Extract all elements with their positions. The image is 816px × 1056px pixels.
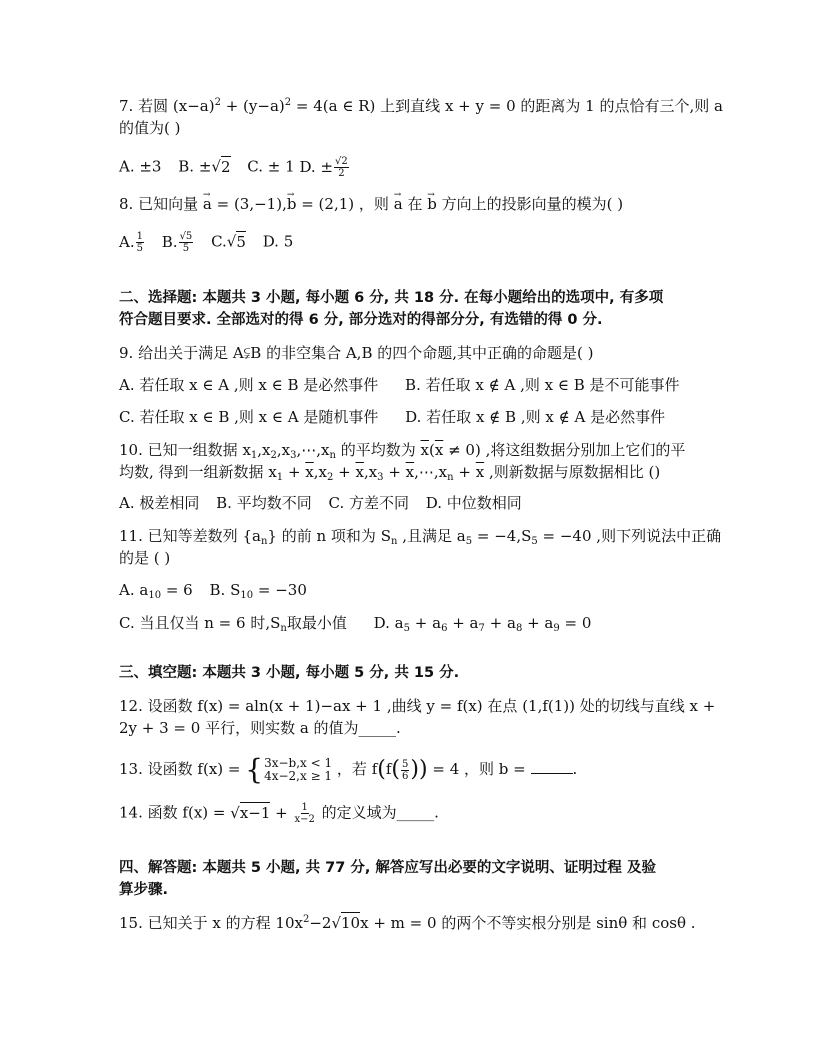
question-number: 14. xyxy=(119,803,143,822)
option-d: D. 中位数相同 xyxy=(425,494,522,512)
option-b: B. $\frac{√5}{5}$ xyxy=(161,231,193,254)
option-c: C. 若任取 x ∈ B ,则 x ∈ A 是随机事件 xyxy=(119,408,379,426)
question-12-line-2: 2y + 3 = 0 平行，则实数 a 的值为_____. xyxy=(119,719,401,737)
section-4-heading-line-2: 算步骤. xyxy=(119,882,169,898)
question-14: 14. 函数 f(x) = √x−1 + $\frac{1}{x-2}$ 的定义域为_____. xyxy=(119,802,439,825)
option-b: B. 平均数不同 xyxy=(216,494,312,512)
option-d: D. ± $\frac{√2}{2}$ xyxy=(299,156,348,179)
option-a: A. $\frac{1}{5}$ xyxy=(119,231,143,254)
section-3-heading: 三、填空题: 本题共 3 小题, 每小题 5 分, 共 15 分. xyxy=(119,665,460,681)
option-a: A. 若任取 x ∈ A ,则 x ∈ B 是必然事件 xyxy=(119,376,379,394)
question-13: 13. 设函数 f(x) = { 3x−b,x < 1 4x−2,x ≥ 1 ，若 f(f( $\frac{5}{6}$ )) = 4 ，则 b = . xyxy=(119,753,578,786)
option-c: C. 当且仅当 n = 6 时$,S_n$取最小值 xyxy=(119,614,347,634)
section-2-heading-line-2: 符合题目要求. 全部选对的得 6 分, 部分选对的得部分分, 有选错的得 0 分. xyxy=(119,312,603,328)
question-number: 12. xyxy=(119,697,143,715)
question-number: 8. xyxy=(119,195,134,213)
option-c: C.√5 xyxy=(211,232,246,251)
option-a: A. $a_{10} = 6$ xyxy=(119,581,193,601)
question-number: 9. xyxy=(119,344,134,362)
option-b: B. ±√2 xyxy=(178,157,231,176)
question-11-line-1: 11. 已知等差数列 $\{a_n\}$ 的前 n 项和为 $S_n$ ,且满足 $a_5 = -4,S_5 = -40$ ,则下列说法中正确 xyxy=(119,527,722,547)
question-11-options-ab xyxy=(119,580,307,600)
question-8-line-1: 8. 已知向量 → a = (3,−1),→ b = (2,1) ，则 → a 在 → b 方向上的投影向量的模为( ) xyxy=(119,194,623,214)
option-d: D. $a_5 + a_6 + a_7 + a_8 + a_9 = 0$ xyxy=(373,614,592,634)
option-d: D. 若任取 x ∉ B ,则 x ∉ A 是必然事件 xyxy=(405,408,666,426)
option-c: C. 方差不同 xyxy=(328,494,409,512)
question-number: 11. xyxy=(119,527,143,545)
option-a: A. ±3 xyxy=(119,157,162,176)
section-2-heading-line-1: 二、选择题: 本题共 3 小题, 每小题 6 分, 共 18 分. 在每小题给出的选项中, 有多项 xyxy=(119,290,664,306)
answer-blank[interactable] xyxy=(531,759,573,774)
question-12-line-1: 12. 设函数 f(x) = aln(x + 1)−ax + 1 ,曲线 y = f(x) 在点 (1,f(1)) 处的切线与直线 x + xyxy=(119,697,716,715)
option-d: D. 5 xyxy=(262,232,294,251)
question-7-line-1: 7. 若圆 $(x-a)^2 + (y-a)^2 = 4(a$ ∈ R) 上到直线 x + y = 0 的距离为 1 的点恰有三个,则 a xyxy=(119,97,723,115)
question-7-line-2: 的值为( ) xyxy=(119,119,181,137)
question-11-options-cd xyxy=(119,613,591,633)
question-10-line-2: 均数, 得到一组新数据 $x_1 + \overline{x},x_2 + \overline{x},x_3$ + $\overline{x},\cdots,x_n + \overline{x}$ ,则新数据与原数据相比 () xyxy=(119,463,661,483)
option-b: B. 若任取 x ∉ A ,则 x ∈ B 是不可能事件 xyxy=(405,376,680,394)
question-number: 10. xyxy=(119,441,143,459)
option-b: B. $S_{10} = -30$ xyxy=(209,581,307,601)
question-9-options-ab xyxy=(119,375,680,395)
question-number: 7. xyxy=(119,97,134,115)
piecewise-function: { 3x−b,x < 1 4x−2,x ≥ 1 xyxy=(245,753,333,786)
question-number: 13. xyxy=(119,760,143,778)
question-9-options-cd xyxy=(119,407,665,427)
question-11-line-2: 的是 ( ) xyxy=(119,549,171,567)
question-9-text: 9. 给出关于满足 A⫋B 的非空集合 A,B 的四个命题,其中正确的命题是( ) xyxy=(119,344,594,362)
question-8-options xyxy=(119,231,293,254)
option-c: C. ± 1 xyxy=(247,157,295,176)
option-a: A. 极差相同 xyxy=(119,494,200,512)
question-10-line-1: 10. 已知一组数据 $x_1,x_2,x_3,\cdots,x_n$ 的平均数为 $\overline{x}(\overline{x} \ne 0)$ ,将这组数据分别加上它们的平 xyxy=(119,441,686,461)
question-15: 15. 已知关于 x 的方程 $10x^2-2√10x + m = 0$ 的两个不等实根分别是 sinθ 和 cosθ . xyxy=(119,914,696,932)
question-10-options xyxy=(119,493,522,513)
question-number: 15. xyxy=(119,914,143,932)
section-4-heading-line-1: 四、解答题: 本题共 5 小题, 共 77 分, 解答应写出必要的文字说明、证明过程 及验 xyxy=(119,860,656,876)
question-7-options xyxy=(119,156,350,179)
